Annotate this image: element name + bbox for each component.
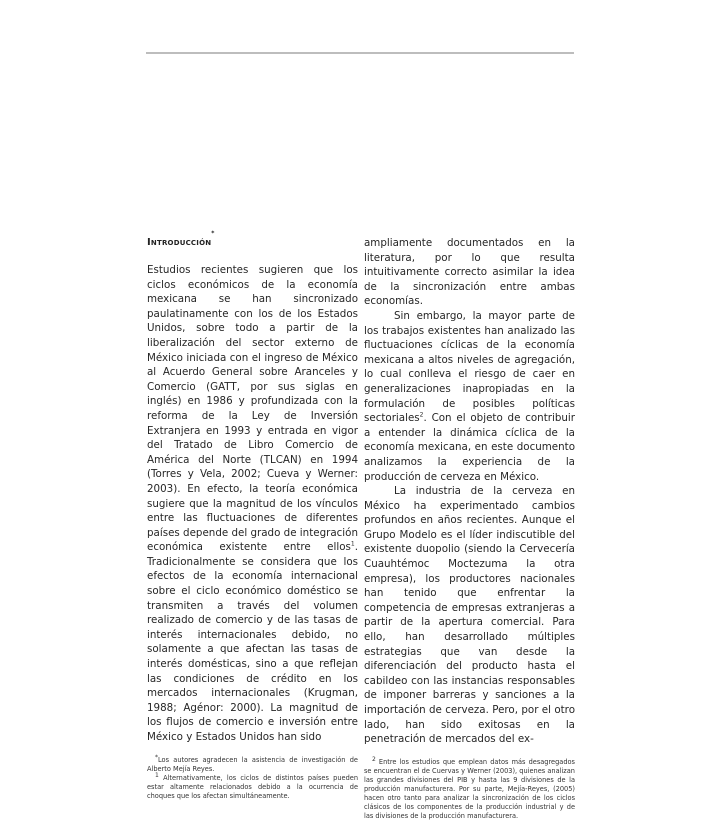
- paragraph-text: ampliamente documentados en la literatura, por lo que resulta intuitivamente correcto asimilar la idea de la sincronización entre ambas economías.: [364, 237, 575, 308]
- footnote: [364, 755, 575, 821]
- body-paragraph: [364, 309, 575, 484]
- footnotes-left: [147, 753, 358, 801]
- footnote-text: Entre los estudios que emplean datos más desagregados se encuentran el de Cuervas y Werner (2003), quienes analizan las grandes divisiones del PIB y hasta las 9 divisiones de la producción manufacturera. Por su parte, Mejía-Reyes, (2005) hacen otro tanto para analizar la sincronización de los ciclos clásicos de los componentes de la producción industrial y de las divisiones de la producción manufacturera.: [364, 757, 575, 820]
- paragraph-text: . Con el objeto de contribuir a entender la dinámica cíclica de la economía mexicana, en este documento analizamos la experiencia de la producción de cerveza en México.: [364, 412, 575, 483]
- left-column: [147, 230, 358, 801]
- right-column: [364, 236, 575, 821]
- footnote-ref: 2: [419, 411, 424, 419]
- footnote-marker: 1: [155, 771, 159, 779]
- paragraph-text: Estudios recientes sugieren que los ciclos económicos de la economía mexicana se han sincronizado paulatinamente con los de los Estados Unidos, sobre todo a partir de la liberalización del sector externo de México iniciada con el ingreso de México al Acuerdo General sobre Aranceles y Comercio (GATT, por sus siglas en inglés) en 1986 y profundizada con la reforma de la Ley de Inversión Extranjera en 1993 y entrada en vigor del Tratado de Libro Comercio de América del Norte (TLCAN) en 1994 (Torres y Vela, 2002; Cueva y Werner: 2003). En efecto, la teoría económica sugiere que la magnitud de los vínculos entre las fluctuaciones de diferentes países depende del grado de integración económica existente entre ellos: [147, 264, 358, 554]
- body-paragraph: [364, 484, 575, 747]
- footnote-marker: 2: [372, 755, 376, 763]
- footnote-ref: 1: [350, 540, 355, 548]
- heading-footnote-marker: *: [211, 230, 215, 237]
- body-paragraph: [147, 263, 358, 745]
- footnote-text: Los autores agradecen la asistencia de investigación de Alberto Mejía Reyes.: [147, 755, 358, 773]
- footnotes-right: [364, 755, 575, 821]
- footnote-marker: *: [155, 753, 158, 761]
- footnote: [147, 753, 358, 774]
- footnote-text: Alternativamente, los ciclos de distintos países pueden estar altamente relacionados debido a la ocurrencia de choques que los afectan simultáneamente.: [147, 773, 358, 800]
- header-rule: [146, 52, 574, 54]
- body-paragraph: [364, 236, 575, 309]
- section-heading-text: Introducción: [147, 237, 212, 248]
- paragraph-text: Sin embargo, la mayor parte de los trabajos existentes han analizado las fluctuaciones cíclicas de la economía mexicana a altos niveles de agregación, lo cual conlleva el riesgo de caer en generalizaciones inapropiadas en la formulación de posibles políticas sectoriales: [364, 309, 575, 425]
- footnote: [147, 771, 358, 801]
- paragraph-text: . Tradicionalmente se considera que los efectos de la economía internacional sobre el ciclo económico doméstico se transmiten a través del volumen realizado de comercio y de las tasas de interés internacionales debido, no solamente a que afectan las tasas de interés domésticas, sino a que reflejan las condiciones de crédito en los mercados internacionales (Krugman, 1988; Agénor: 2000). La magnitud de los flujos de comercio e inversión entre México y Estados Unidos han sido: [147, 541, 358, 743]
- section-heading: [147, 230, 358, 250]
- paragraph-text: La industria de la cerveza en México ha experimentado cambios profundos en años recientes. Aunque el Grupo Modelo es el líder indiscutible del existente duopolio (siendo la Cervecería Cuauhtémoc Moctezuma la otra empresa), los productores nacionales han tenido que enfrentar la competencia de empresas extranjeras a partir de la apertura comercial. Para ello, han desarrollado múltiples estrategias que van desde la diferenciación del producto hasta el cabildeo con las instancias responsables de imponer barreras y sanciones a la importación de cerveza. Pero, por el otro lado, han sido exitosas en la penetración de mercados del ex-: [364, 485, 575, 746]
